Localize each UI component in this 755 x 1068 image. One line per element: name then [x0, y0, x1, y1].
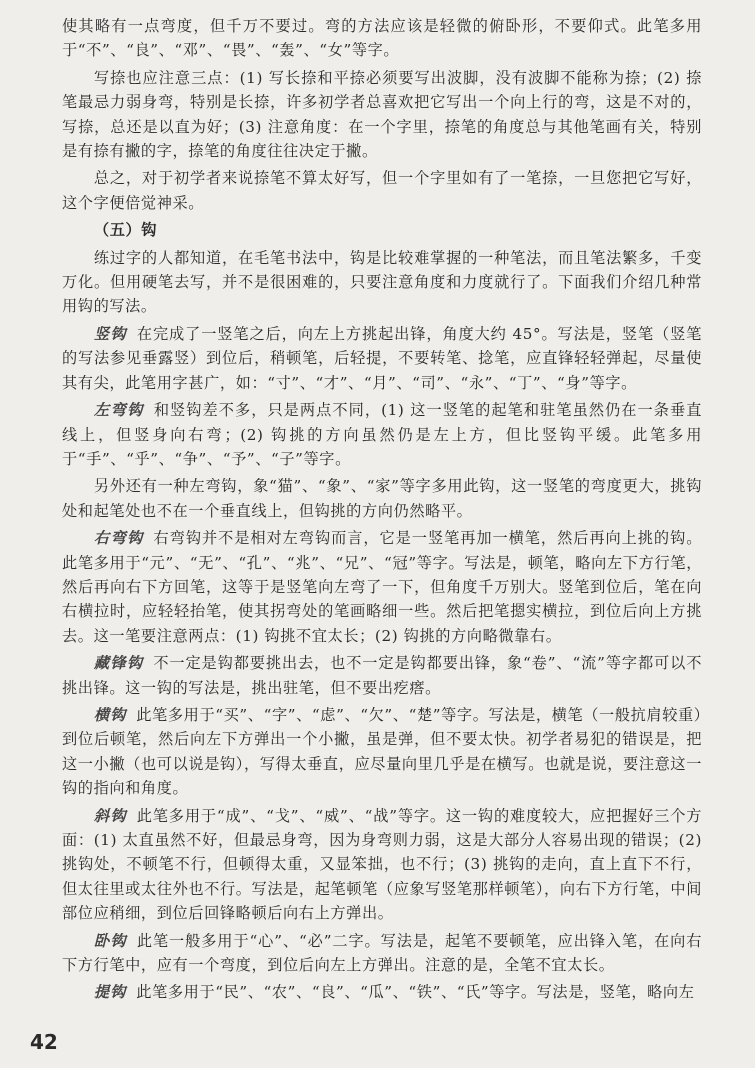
paragraph-na-three-points: 写捺也应注意三点：(1) 写长捺和平捺必须要写出波脚，没有波脚不能称为捺；(2) 捺笔最忌力弱身弯，特别是长捺，许多初学者总喜欢把它写出一个向上行的弯，这是不对的，写捺，总还是以直为好；(3) 注意角度：在一个字里，捺笔的角度总与其他笔画有关，特别是有捺有撇的字，捺笔的角度往往决定于撇。: [62, 68, 702, 161]
section-title-hook: （五）钩: [93, 221, 158, 240]
hook-item: [62, 651, 702, 700]
hook-term: 竖钩: [93, 324, 127, 343]
hook-term: 右弯钩: [93, 529, 144, 548]
paragraph-na-summary: 总之，对于初学者来说捺笔不算太好写，但一个字里如有了一笔捺，一旦您把它写好，这个字便倍觉神采。: [62, 169, 702, 212]
hook-item: [62, 398, 702, 471]
hook-text: 另外还有一种左弯钩，象“猫”、“象”、“家”等字多用此钩，这一竖笔的弯度更大，挑钩处和起笔处也不在一个垂直线上，但钩挑的方向仍然略平。: [62, 477, 702, 520]
hook-term: 卧钩: [93, 931, 127, 950]
paragraph-intro-cont: 使其略有一点弯度，但千万不要过。弯的方法应该是轻微的俯卧形，不要仰式。此笔多用于“不”、“良”、“邓”、“畏”、“轰”、“女”等字。: [62, 17, 702, 60]
hook-item: [62, 804, 702, 926]
hook-item: [62, 474, 702, 523]
hook-item: [62, 322, 702, 395]
hook-term: 藏锋钩: [93, 654, 144, 673]
hook-text: 在完成了一竖笔之后，向左上方挑起出锋，角度大约 45°。写法是，竖笔（竖笔的写法参见垂露竖）到位后，稍顿笔，后轻提，不要转笔、捻笔，应直锋轻轻弹起，尽量使其有尖，此笔用字甚广，如：“寸”、“才”、“月”、“司”、“永”、“丁”、“身”等字。: [62, 324, 702, 392]
hook-item: [62, 980, 702, 1004]
hook-term: 斜钩: [93, 806, 127, 825]
hook-text: 此笔一般多用于“心”、“必”二字。写法是，起笔不要顿笔，应出锋入笔，在向右下方行笔中，应有一个弯度，到位后向左上方弹出。注意的是，全笔不宜太长。: [62, 931, 702, 975]
hook-text: 此笔多用于“成”、“戈”、“威”、“战”等字。这一钩的难度较大，应把握好三个方面：(1) 太直虽然不好，但最忌身弯，因为身弯则力弱，这是大部分人容易出现的错误；(2) 挑钩处，不顿笔不行，但顿得太重，又显笨拙，也不行；(3) 挑钩的走向，直上直下不行，但太往里或太往外也不行。写法是，起笔顿笔（应象写竖笔那样顿笔），向右下方行笔，中间部位应稍细，到位后回锋略顿后向右上方弹出。: [62, 806, 703, 923]
hook-item: [62, 526, 702, 648]
book-page-body: [62, 14, 702, 1008]
hook-text: 不一定是钩都要挑出去，也不一定是钩都要出锋，象“卷”、“流”等字都可以不挑出锋。这一钩的写法是，挑出驻笔，但不要出疙瘩。: [62, 654, 702, 697]
paragraph-hook-intro: 练过字的人都知道，在毛笔书法中，钩是比较难掌握的一种笔法，而且笔法繁多，千变万化。但用硬笔去写，并不是很困难的，只要注意角度和力度就行了。下面我们介绍几种常用钩的写法。: [62, 248, 702, 316]
hook-text: 和竖钩差不多，只是两点不同，(1) 这一竖笔的起笔和驻笔虽然仍在一条垂直线上，但竖身向右弯；(2) 钩挑的方向虽然仍是左上方，但比竖钩平缓。此笔多用于“手”、“乎”、“争”、“予”、“子”等字。: [62, 401, 702, 468]
hook-text: 此笔多用于“买”、“字”、“虑”、“欠”、“楚”等字。写法是，横笔（一般抗肩较重）到位后顿笔，然后向左下方弹出一个小撇，虽是弹，但不要太快。初学者易犯的错误是，把这一小撇（也可以说是钩），写得太垂直，应尽量向里几乎是在横写。也就是说，要注意这一钩的指向和角度。: [62, 705, 702, 798]
hook-text: 此笔多用于“民”、“农”、“良”、“瓜”、“铁”、“氏”等字。写法是，竖笔，略向左: [136, 983, 695, 1002]
page-number: 42: [30, 1030, 58, 1054]
hook-term: 提钩: [93, 983, 127, 1002]
hook-text: 右弯钩并不是相对左弯钩而言，它是一竖笔再加一横笔，然后再向上挑的钩。此笔多用于“元”、“无”、“孔”、“兆”、“兄”、“冠”等字。写法是，顿笔，略向左下方行笔，然后再向右下方回笔，这等于是竖笔向左弯了一下，但角度千万别大。竖笔到位后，笔在向右横拉时，应轻轻抬笔，使其拐弯处的笔画略细一些。然后把笔摁实横拉，到位后向上方挑去。这一笔要注意两点：(1) 钩挑不宜太长；(2) 钩挑的方向略微靠右。: [62, 529, 702, 645]
hook-term: 左弯钩: [93, 401, 144, 420]
hook-term: 横钩: [93, 705, 127, 724]
hook-item: [62, 929, 702, 978]
hook-item: [62, 703, 702, 801]
